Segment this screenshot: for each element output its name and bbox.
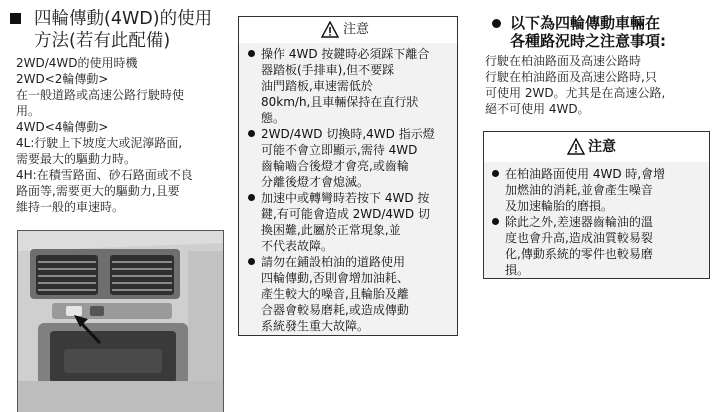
caution-text-line: 換困難,此屬於正常現象,並 — [261, 223, 401, 237]
dashboard-illustration — [18, 231, 223, 412]
bullet-icon — [248, 258, 255, 265]
bullet-icon — [248, 50, 255, 57]
caution-text-line: 鍵,有可能會造成 2WD/4WD 切 — [261, 207, 430, 221]
caution-text-line: 不代表故障。 — [261, 239, 334, 253]
right-title-line2: 各種路況時之注意事項: — [510, 32, 666, 50]
caution-text-line: 2WD/4WD 切換時,4WD 指示燈 — [261, 127, 435, 141]
text-line: 維持一般的車速時。 — [16, 200, 125, 214]
caution-box-middle — [238, 16, 458, 336]
bullet-icon — [248, 130, 255, 137]
warning-triangle-icon — [567, 138, 585, 155]
text-line: 4WD<4輪傳動> — [16, 120, 109, 134]
caution-text-line: 度也會升高,造成油質較易裂 — [505, 231, 653, 245]
caution-box-right — [483, 131, 710, 279]
caution-text-line: 損。 — [505, 263, 530, 277]
caution-text-line: 器踏板(手排車),但不要踩 — [261, 63, 395, 77]
text-line: 2WD/4WD的使用時機 — [16, 56, 138, 70]
caution-text-line: 80km/h,且車輛保持在直行狀 — [261, 95, 419, 109]
caution-label: 注意 — [343, 22, 370, 37]
caution-text-line: 合器會較易磨耗,或造成傳動 — [261, 303, 409, 317]
caution-text-line: 態。 — [261, 111, 286, 125]
caution-text-line: 產生較大的噪音,且輪胎及離 — [261, 287, 409, 301]
caution-text-line: 油門踏板,車速需低於 — [261, 79, 373, 93]
text-line: 需要最大的驅動力時。 — [16, 152, 137, 166]
text-line: 2WD<2輪傳動> — [16, 72, 109, 86]
bullet-icon — [492, 19, 501, 28]
caution-text-line: 分離後燈才會熄滅。 — [261, 175, 370, 189]
text-line: 行駛在柏油路面及高速公路時 — [485, 54, 642, 68]
text-line: 行駛在柏油路面及高速公路時,只 — [485, 70, 657, 84]
right-title-line1: 以下為四輪傳動車輛在 — [510, 14, 661, 32]
bullet-icon — [492, 170, 499, 177]
square-bullet-icon — [10, 13, 21, 24]
text-line: 可使用 2WD。尤其是在高速公路, — [485, 86, 666, 100]
caution-body — [484, 162, 709, 278]
caution-text-line: 四輪傳動,否則會增加油耗、 — [261, 271, 409, 285]
text-line: 用。 — [16, 104, 41, 118]
text-line: 絕不可使用 4WD。 — [485, 102, 590, 116]
caution-text-line: 在柏油路面使用 4WD 時,會增 — [505, 167, 666, 181]
section-title-line1: 四輪傳動(4WD)的使用 — [34, 9, 213, 29]
caution-text-line: 操作 4WD 按鍵時必須踩下離合 — [261, 47, 430, 61]
bullet-icon — [492, 218, 499, 225]
caution-text-line: 可能不會立即顯示,需待 4WD — [261, 143, 418, 157]
text-line: 4L:行駛上下坡度大或泥濘路面, — [16, 136, 183, 150]
warning-triangle-icon — [321, 21, 339, 38]
dashboard-photo — [17, 230, 224, 412]
caution-text-line: 除此之外,差速器齒輪油的溫 — [505, 215, 653, 229]
caution-text-line: 系統發生重大故障。 — [261, 319, 370, 333]
caution-text-line: 齒輪嚙合後燈才會亮,或齒輪 — [261, 159, 409, 173]
caution-text-line: 及加速輪胎的磨損。 — [505, 199, 614, 213]
caution-text-line: 加燃油的消耗,並會產生噪音 — [505, 183, 653, 197]
bullet-icon — [248, 194, 255, 201]
caution-header — [239, 17, 457, 44]
caution-label: 注意 — [588, 139, 616, 155]
caution-text-line: 化,傳動系統的零件也較易磨 — [505, 247, 653, 261]
caution-text-line: 請勿在鋪設柏油的道路使用 — [261, 255, 406, 269]
text-line: 4H:在積雪路面、砂石路面或不良 — [16, 168, 193, 182]
text-line: 在一般道路或高速公路行駛時使 — [16, 88, 185, 102]
caution-header — [484, 132, 709, 163]
caution-body — [239, 43, 457, 335]
text-line: 路面等,需要更大的驅動力,且要 — [16, 184, 180, 198]
section-title-line2: 方法(若有此配備) — [34, 31, 171, 51]
caution-text-line: 加速中或轉彎時若按下 4WD 按 — [261, 191, 430, 205]
